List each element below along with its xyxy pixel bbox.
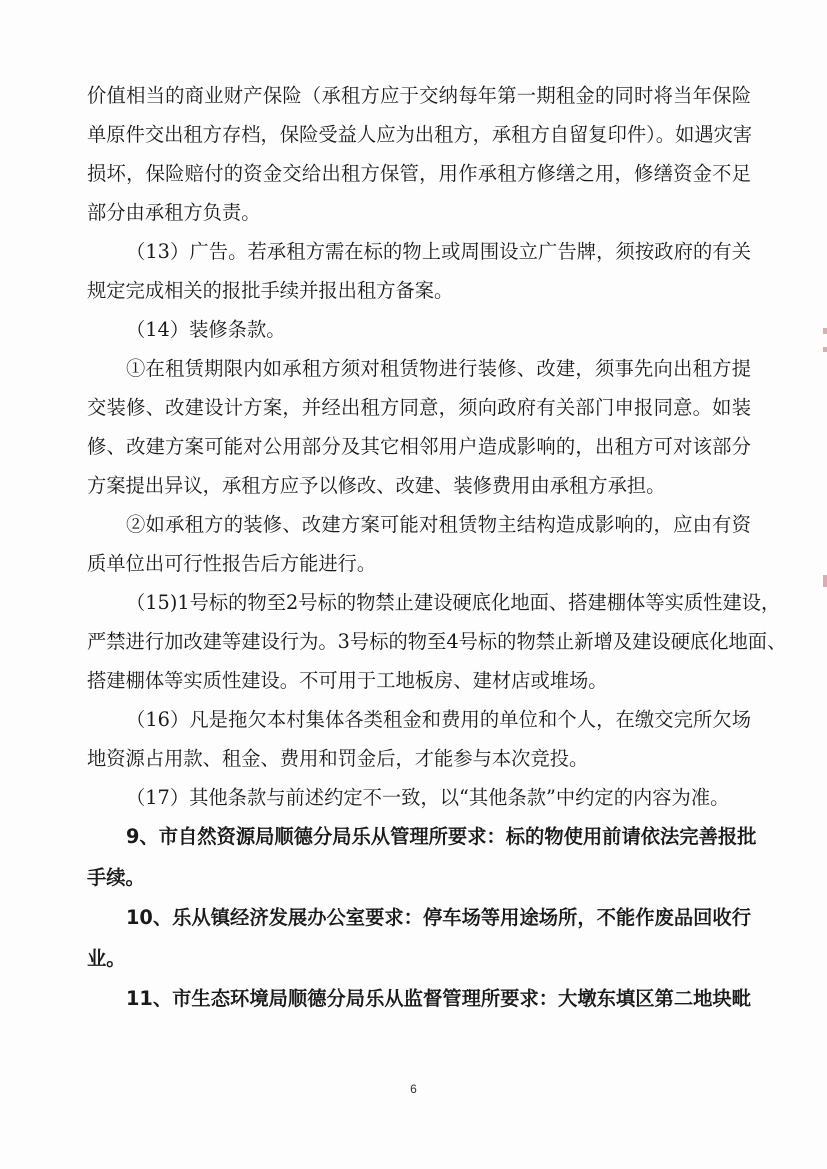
text-line: 业。 xyxy=(87,946,126,970)
text-line: 规定完成相关的报批手续并报出租方备案。 xyxy=(87,279,454,302)
text-line: 质单位出可行性报告后方能进行。 xyxy=(87,552,377,575)
text-line: 部分由承租方负责。 xyxy=(87,201,261,224)
paragraph-17-other-terms xyxy=(87,778,751,817)
text-line: 11、市生态环境局顺德分局乐从监督管理所要求：大墩东填区第二地块毗 xyxy=(126,987,751,1010)
text-line: 单原件交出租方存档，保险受益人应为出租方，承租方自留复印件）。如遇灾害 xyxy=(87,123,753,146)
paragraph-16-arrears xyxy=(87,700,751,778)
text-line: ②如承租方的装修、改建方案可能对租赁物主结构造成影响的，应由有资 xyxy=(126,513,751,536)
text-line: 10、乐从镇经济发展办公室要求：停车场等用途场所，不能作废品回收行 xyxy=(126,906,751,929)
seal-trace-mark xyxy=(823,347,827,352)
text-line: 修、改建方案可能对公用部分及其它相邻用户造成影响的，出租方可对该部分 xyxy=(87,435,751,458)
text-line: 价值相当的商业财产保险（承租方应于交纳每年第一期租金的同时将当年保险 xyxy=(87,84,751,107)
requirement-9-natural-resources xyxy=(87,817,757,898)
paragraph-14-renovation xyxy=(87,310,751,349)
text-line: （16）凡是拖欠本村集体各类租金和费用的单位和个人，在缴交完所欠场 xyxy=(126,708,751,731)
paragraph-14-item-1 xyxy=(87,349,751,505)
text-line: （13）广告。若承租方需在标的物上或周围设立广告牌，须按政府的有关 xyxy=(126,240,751,263)
text-line: 严禁进行加改建等建设行为。3号标的物至4号标的物禁止新增及建设硬底化地面、 xyxy=(87,630,787,653)
text-line: 地资源占用款、租金、费用和罚金后，才能参与本次竞投。 xyxy=(87,747,589,770)
requirement-11-ecology-environment xyxy=(87,979,751,1020)
text-line: （17）其他条款与前述约定不一致，以“其他条款”中约定的内容为准。 xyxy=(126,786,730,809)
text-line: （14）装修条款。 xyxy=(126,318,286,341)
text-line: （15)1号标的物至2号标的物禁止建设硬底化地面、搭建棚体等实质性建设， xyxy=(126,591,781,614)
text-line: 搭建棚体等实质性建设。不可用于工地板房、建材店或堆场。 xyxy=(87,669,608,692)
text-line: ①在租赁期限内如承租方须对租赁物进行装修、改建，须事先向出租方提 xyxy=(126,357,751,380)
seal-trace-mark xyxy=(823,575,827,587)
document-body xyxy=(87,76,787,1020)
agency-requirements-section xyxy=(87,817,757,1020)
text-line: 交装修、改建设计方案，并经出租方同意，须向政府有关部门申报同意。如装 xyxy=(87,396,751,419)
text-line: 手续。 xyxy=(87,865,145,889)
text-line: 损坏，保险赔付的资金交给出租方保管，用作承租方修缮之用，修缮资金不足 xyxy=(87,162,751,185)
paragraph-13-advertising xyxy=(87,232,751,310)
page-number: 6 xyxy=(410,1082,417,1096)
paragraph-14-item-2 xyxy=(87,505,751,583)
paragraph-15-construction-limits xyxy=(87,583,787,700)
text-line: 9、市自然资源局顺德分局乐从管理所要求：标的物使用前请依法完善报批 xyxy=(126,825,757,848)
requirement-10-economic-office xyxy=(87,898,751,979)
paragraph-insurance xyxy=(87,76,751,232)
text-line: 方案提出异议，承租方应予以修改、改建、装修费用由承租方承担。 xyxy=(87,474,666,497)
seal-trace-mark xyxy=(823,328,827,334)
